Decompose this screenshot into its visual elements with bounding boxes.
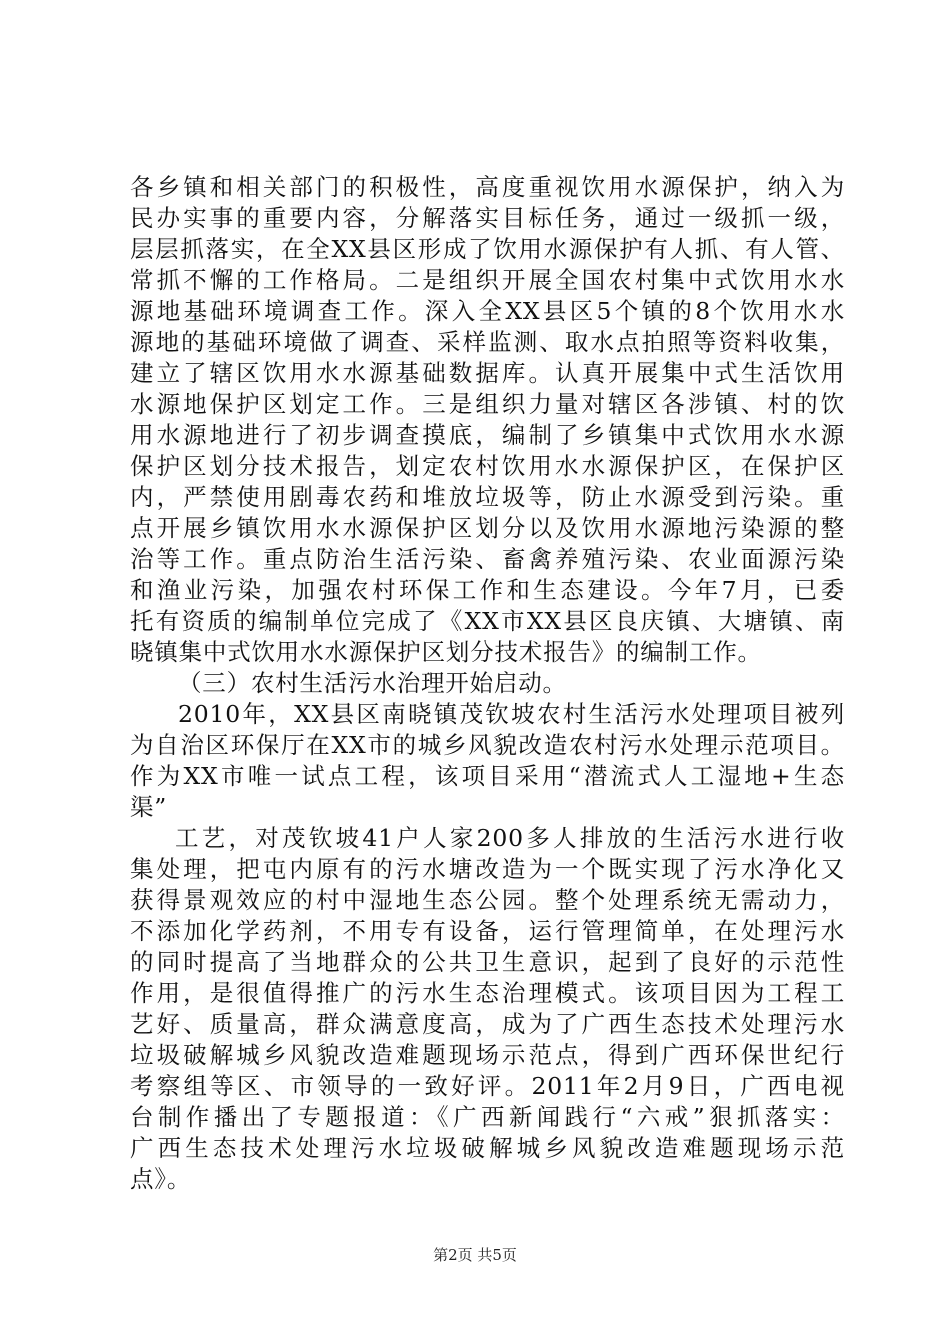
text-line: 2010年，XX县区南晓镇茂钦坡农村生活污水处理项目被列 xyxy=(178,700,845,728)
text-line: 和渔业污染，加强农村环保工作和生态建设。今年7月，已委 xyxy=(130,576,845,604)
text-line: 晓镇集中式饮用水水源保护区划分技术报告》的编制工作。 xyxy=(130,638,762,666)
text-line: 民办实事的重要内容，分解落实目标任务，通过一级抓一级， xyxy=(130,204,845,232)
text-line: 托有资质的编制单位完成了《XX市XX县区良庆镇、大塘镇、南 xyxy=(130,607,845,635)
page-number-footer: 第2页 共5页 xyxy=(433,1246,517,1264)
section-heading: （三）农村生活污水治理开始启动。 xyxy=(178,669,567,697)
text-line: 渠” xyxy=(130,793,168,821)
text-line: 保护区划分技术报告，划定农村饮用水水源保护区，在保护区 xyxy=(130,452,845,480)
text-line: 点开展乡镇饮用水水源保护区划分以及饮用水源地污染源的整 xyxy=(130,514,845,542)
text-line: 艺好、质量高，群众满意度高，成为了广西生态技术处理污水 xyxy=(130,1010,845,1038)
text-line: 点》。 xyxy=(130,1165,192,1193)
text-line: 为自治区环保厅在XX市的城乡风貌改造农村污水处理示范项目。 xyxy=(130,731,845,759)
text-line: 作用，是很值得推广的污水生态治理模式。该项目因为工程工 xyxy=(130,979,845,1007)
text-line: 的同时提高了当地群众的公共卫生意识，起到了良好的示范性 xyxy=(130,948,845,976)
text-line: 层层抓落实，在全XX县区形成了饮用水源保护有人抓、有人管、 xyxy=(130,235,845,263)
document-body xyxy=(130,172,845,1195)
text-line: 作为XX市唯一试点工程，该项目采用“潜流式人工湿地+生态 xyxy=(130,762,845,790)
text-line: 源地的基础环境做了调查、采样监测、取水点拍照等资料收集， xyxy=(130,328,845,356)
text-line: 台制作播出了专题报道：《广西新闻践行“六戒”狠抓落实： xyxy=(130,1103,845,1131)
text-line: 常抓不懈的工作格局。二是组织开展全国农村集中式饮用水水 xyxy=(130,266,845,294)
text-line: 获得景观效应的村中湿地生态公园。整个处理系统无需动力， xyxy=(130,886,845,914)
text-line: 广西生态技术处理污水垃圾破解城乡风貌改造难题现场示范 xyxy=(130,1134,845,1162)
text-line: 工艺，对茂钦坡41户人家200多人排放的生活污水进行收 xyxy=(175,824,845,852)
text-line: 用水源地进行了初步调查摸底，编制了乡镇集中式饮用水水源 xyxy=(130,421,845,449)
text-line: 考察组等区、市领导的一致好评。2011年2月9日，广西电视 xyxy=(130,1072,845,1100)
text-line: 垃圾破解城乡风貌改造难题现场示范点，得到广西环保世纪行 xyxy=(130,1041,845,1069)
text-line: 内，严禁使用剧毒农药和堆放垃圾等，防止水源受到污染。重 xyxy=(130,483,845,511)
text-line: 不添加化学药剂，不用专有设备，运行管理简单，在处理污水 xyxy=(130,917,845,945)
text-line: 建立了辖区饮用水水源基础数据库。认真开展集中式生活饮用 xyxy=(130,359,845,387)
text-line: 集处理，把屯内原有的污水塘改造为一个既实现了污水净化又 xyxy=(130,855,845,883)
text-line: 水源地保护区划定工作。三是组织力量对辖区各涉镇、村的饮 xyxy=(130,390,845,418)
text-line: 治等工作。重点防治生活污染、畜禽养殖污染、农业面源污染 xyxy=(130,545,845,573)
text-line: 源地基础环境调查工作。深入全XX县区5个镇的8个饮用水水 xyxy=(130,297,845,325)
text-line: 各乡镇和相关部门的积极性，高度重视饮用水源保护，纳入为 xyxy=(130,173,845,201)
